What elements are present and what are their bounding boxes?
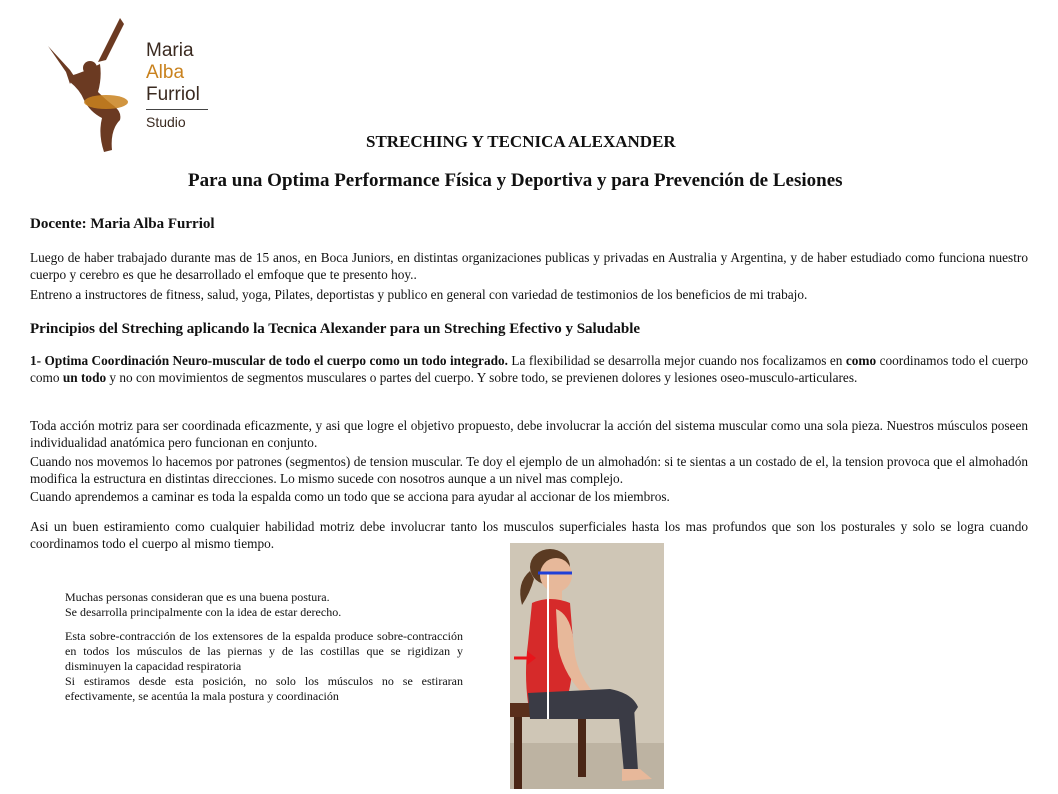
logo-text-maria: Maria bbox=[146, 40, 194, 61]
logo-divider bbox=[146, 109, 208, 110]
body-paragraph-accion-motriz: Toda acción motriz para ser coordinada eficazmente, y asi que logre el objetivo propuesto, debe involucrar la acción del sistema muscular como una sola pieza. Nuestros músculos poseen individualidad anatómica pero funcionan en conjunto. bbox=[30, 418, 1028, 450]
principle-1-text-c: y no con movimientos de segmentos musculares o partes del cuerpo. Y sobre todo, se previenen dolores y lesiones oseo-musculo-articulares. bbox=[106, 370, 858, 385]
document-subtitle: Para una Optima Performance Física y Deportiva y para Prevención de Lesiones bbox=[188, 170, 843, 191]
caption-line-1: Muchas personas consideran que es una buena postura. bbox=[65, 590, 330, 604]
caption-line-2: Se desarrolla principalmente con la idea de estar derecho. bbox=[65, 605, 342, 619]
body-paragraph-caminar: Cuando aprendemos a caminar es toda la espalda como un todo que se acciona para ayudar al accionar de los miembros. bbox=[30, 489, 670, 504]
studio-logo bbox=[40, 14, 220, 156]
principle-1-paragraph bbox=[30, 352, 1028, 386]
principle-1-text-b: coordinamos todo el cuerpo como bbox=[30, 353, 1029, 385]
dancer-figure-icon bbox=[40, 14, 140, 156]
principle-1-bold-como: como bbox=[845, 353, 877, 368]
logo-text-studio: Studio bbox=[146, 114, 186, 130]
principle-1-lead: 1- Optima Coordinación Neuro-muscular de todo el cuerpo como un todo integrado. bbox=[30, 353, 508, 368]
caption-paragraph-3: Si estiramos desde esta posición, no solo los músculos no se estiraran efectivamente, se acentúa la mala postura y coordinación bbox=[65, 674, 463, 703]
body-paragraph-estiramiento: Asi un buen estiramiento como cualquier habilidad motriz debe involucrar tanto los musculos superficiales hasta los mas profundos que son los posturales y solo se logra cuando coordinamos todo el cuerpo al mismo tiempo. bbox=[30, 519, 1028, 551]
photo-caption bbox=[65, 590, 463, 704]
intro-paragraph-2: Entreno a instructores de fitness, salud, yoga, Pilates, deportistas y publico en general con variedad de testimonios de los beneficios de mi trabajo. bbox=[30, 287, 808, 302]
body-paragraph-patrones: Cuando nos movemos lo hacemos por patrones (segmentos) de tension muscular. Te doy el ejemplo de un almohadón: si te sientas a un costado de el, la tension provoca que el almohadón modifica la estructura en distintas direcciones. Lo mismo sucede con nosotros aunque a un nivel mas complejo. bbox=[30, 454, 1028, 486]
principles-heading: Principios del Streching aplicando la Tecnica Alexander para un Streching Efectivo y Saludable bbox=[30, 321, 641, 337]
principle-1-bold-un-todo: un todo bbox=[62, 370, 107, 385]
posture-photo bbox=[510, 543, 664, 789]
intro-paragraph: Luego de haber trabajado durante mas de 15 anos, en Boca Juniors, en distintas organizaciones publicas y privadas en Australia y Argentina, y de haber estudiado como funciona nuestro cuerpo y cerebro es que he desarrollado el emfoque que te presento hoy.. bbox=[30, 250, 1028, 282]
document-title: STRECHING Y TECNICA ALEXANDER bbox=[366, 132, 676, 151]
logo-text-alba: Alba bbox=[146, 62, 185, 83]
principle-1-text-a: La flexibilidad se desarrolla mejor cuando nos focalizamos en bbox=[507, 353, 846, 368]
logo-text-furriol: Furriol bbox=[146, 84, 200, 105]
teacher-name: Docente: Maria Alba Furriol bbox=[30, 216, 215, 232]
caption-paragraph-2: Esta sobre-contracción de los extensores de la espalda produce sobre-contracción en todos los músculos de las piernas y de las costillas que se rigidizan y disminuyen la capacidad respiratoria bbox=[65, 629, 463, 673]
